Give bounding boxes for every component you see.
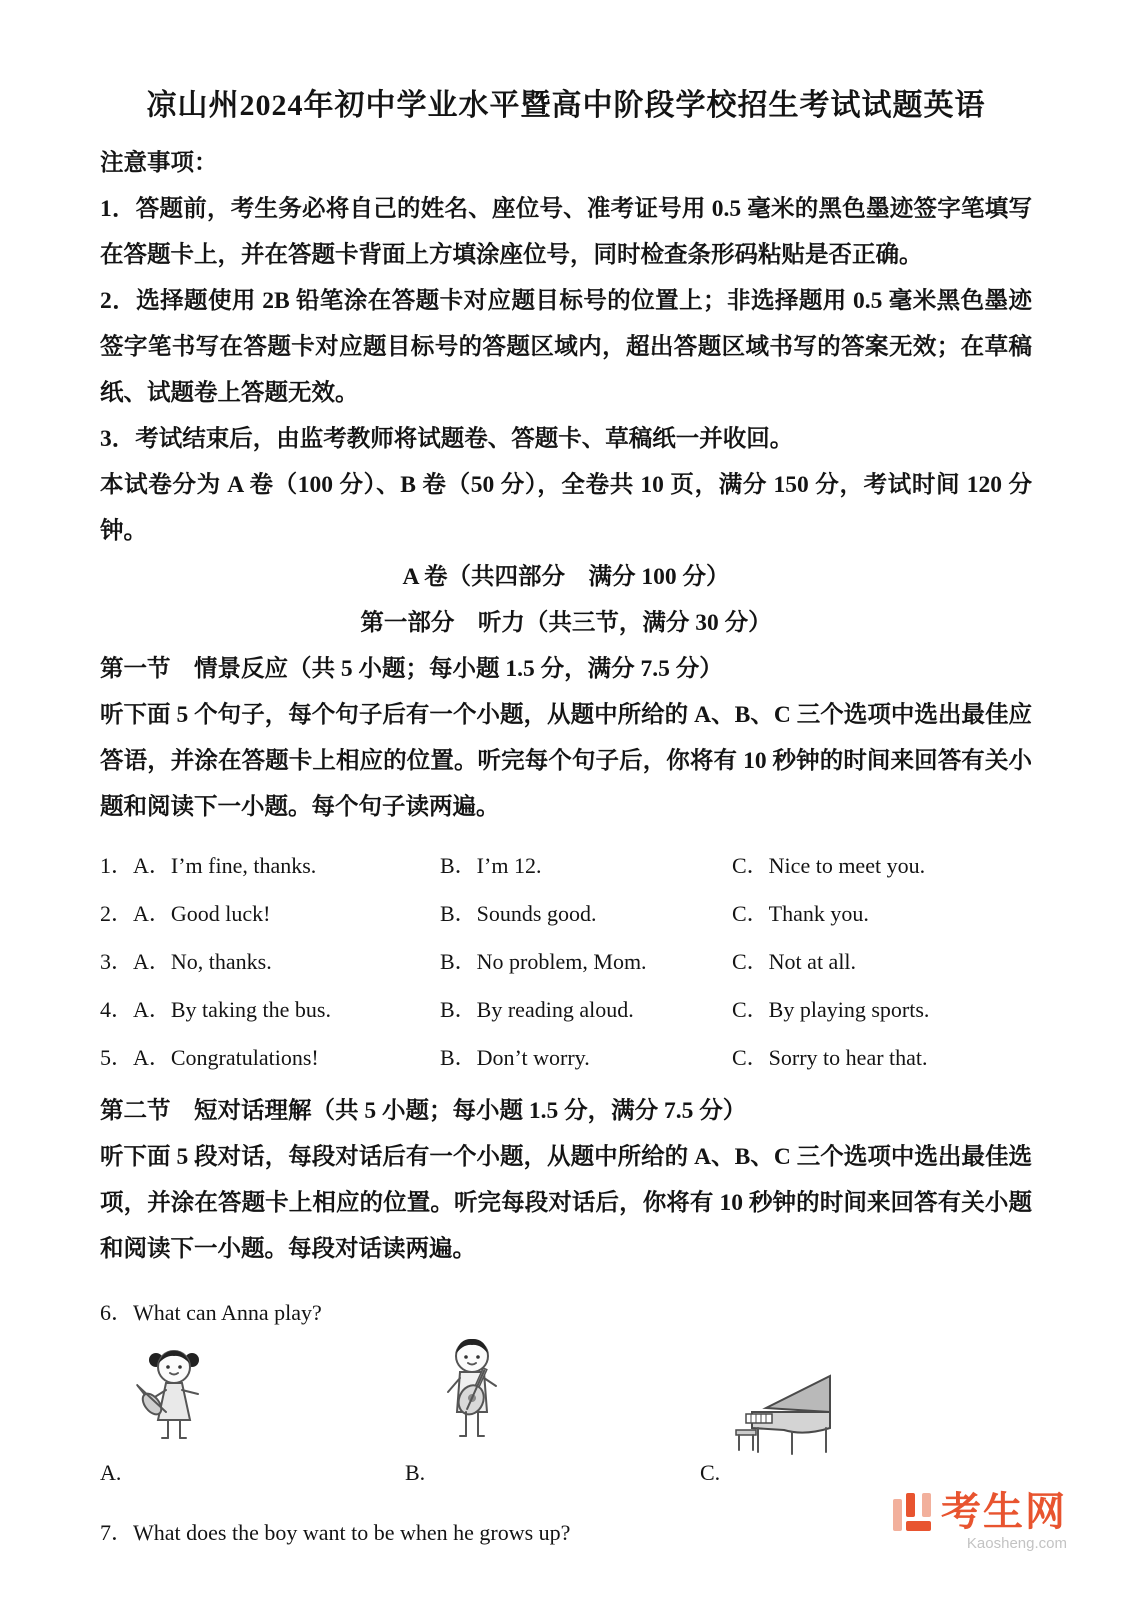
question-5-option-a: 5．A．Congratulations! [100,1045,319,1070]
question-row-4 [100,998,1032,1022]
exam-summary: 本试卷分为 A 卷（100 分）、B 卷（50 分），全卷共 10 页，满分 150 分，考试时间 120 分钟。 [100,472,1032,544]
page-title: 凉山州2024年初中学业水平暨高中阶段学校招生考试试题英语 [146,89,986,122]
question-5-option-c: C．Sorry to hear that. [732,1045,928,1070]
figure-label-c: C. [700,1460,721,1485]
figure-label-a: A. [100,1460,122,1485]
section1-instructions: 听下面 5 个句子，每个句子后有一个小题，从题中所给的 A、B、C 三个选项中选出最佳应答语，并涂在答题卡上相应的位置。听完每个句子后，你将有 10 秒钟的时间来回答有关小题和阅读下一小题。每个句子读两遍。 [100,702,1032,820]
guitar-boy-image [426,1334,518,1465]
question-row-3 [100,950,1032,974]
notice-item-3: 3．考试结束后，由监考教师将试题卷、答题卡、草稿纸一并收回。 [100,426,794,452]
question-3-option-c: C．Not at all. [732,949,857,974]
section-a-heading: A 卷（共四部分 满分 100 分） [402,564,730,590]
question-2-option-c: C．Thank you. [732,901,869,926]
watermark-site-domain: Kaosheng.com [966,1535,1067,1552]
section2-instructions: 听下面 5 段对话，每段对话后有一个小题，从题中所给的 A、B、C 三个选项中选出最佳选项，并涂在答题卡上相应的位置。听完每段对话后，你将有 10 秒钟的时间来回答有关小题和阅读下一小题。每段对话读两遍。 [100,1144,1032,1262]
question-7-text: 7．What does the boy want to be when he grows up? [100,1520,571,1545]
question-row-1 [100,854,1032,878]
question-1-option-a: 1．A．I’m fine, thanks. [100,853,317,878]
question-5-option-b: B．Don’t worry. [440,1045,590,1070]
question-row-5 [100,1046,1032,1070]
page-content [100,80,1032,1546]
question-3-option-a: 3．A．No, thanks. [100,949,272,974]
question-4-option-a: 4．A．By taking the bus. [100,997,331,1022]
question-6-text: 6．What can Anna play? [100,1300,322,1325]
question-1-option-c: C．Nice to meet you. [732,853,926,878]
question-row-2 [100,902,1032,926]
question-6-figures [100,1340,1032,1492]
figure-label-b: B. [405,1460,426,1485]
question-3-option-b: B．No problem, Mom. [440,949,647,974]
violin-girl-image [130,1340,222,1463]
notice-item-2: 2．选择题使用 2B 铅笔涂在答题卡对应题目标号的位置上；非选择题用 0.5 毫米黑色墨迹签字笔书写在答题卡对应题目标号的答题区域内，超出答题区域书写的答案无效；在草稿纸、试题卷上答题无效。 [100,288,1032,406]
kaosheng-watermark [890,1491,1067,1552]
part1-heading: 第一部分 听力（共三节，满分 30 分） [360,610,772,636]
section1-heading: 第一节 情景反应（共 5 小题；每小题 1.5 分，满分 7.5 分） [100,656,723,682]
kaosheng-logo-icon [890,1491,934,1542]
watermark-site-name: 考生网 [941,1490,1067,1534]
watermark-texts [941,1491,1067,1552]
question-1-option-b: B．I’m 12. [440,853,542,878]
grand-piano-image [732,1368,852,1469]
notice-item-1: 1．答题前，考生务必将自己的姓名、座位号、准考证号用 0.5 毫米的黑色墨迹签字笔填写在答题卡上，并在答题卡背面上方填涂座位号，同时检查条形码粘贴是否正确。 [100,196,1032,268]
question-4-option-b: B．By reading aloud. [440,997,634,1022]
question-4-option-c: C．By playing sports. [732,997,930,1022]
section2-heading: 第二节 短对话理解（共 5 小题；每小题 1.5 分，满分 7.5 分） [100,1098,747,1124]
question-2-option-b: B．Sounds good. [440,901,597,926]
notice-heading: 注意事项： [100,150,218,176]
question-2-option-a: 2．A．Good luck! [100,901,271,926]
